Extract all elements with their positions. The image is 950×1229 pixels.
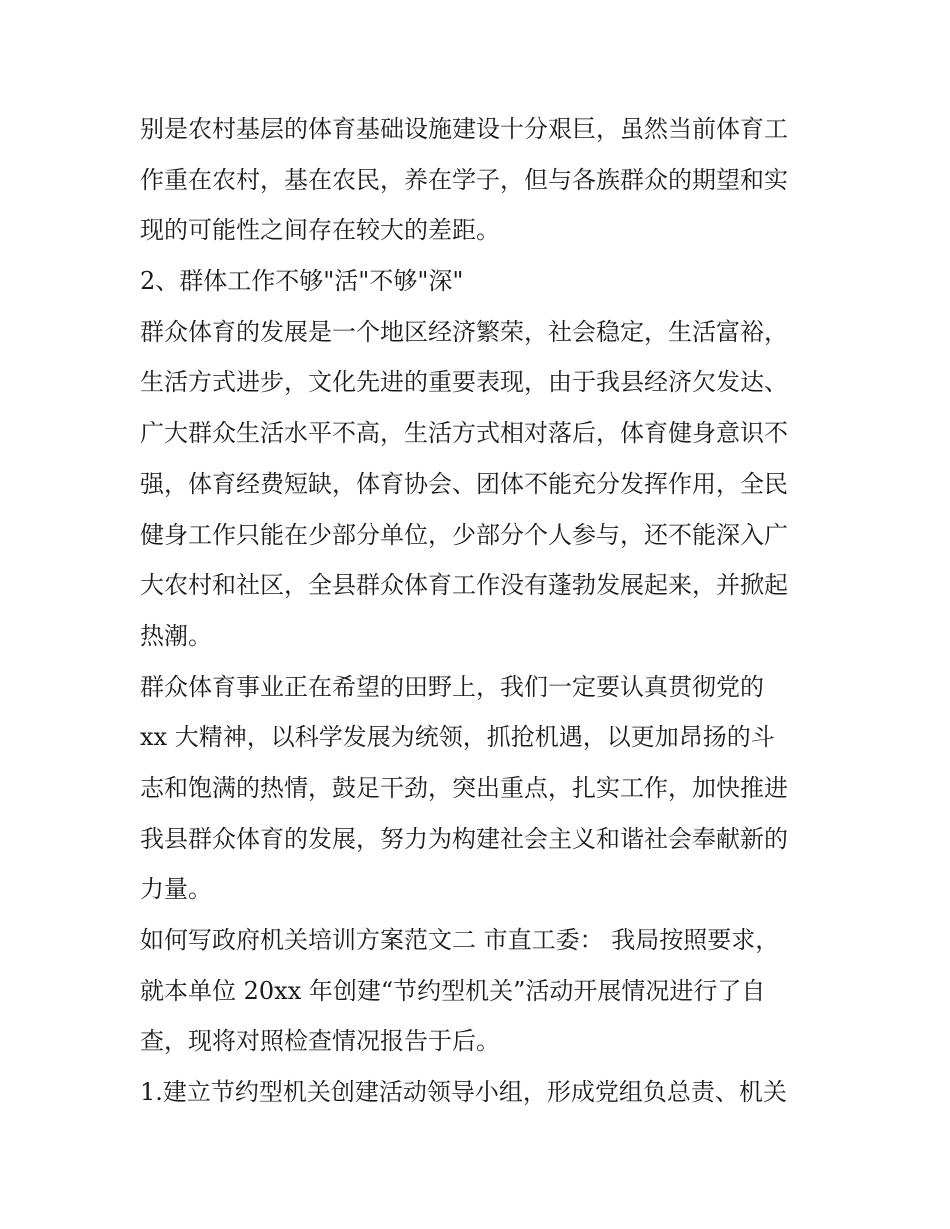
text-line: 1.建立节约型机关创建活动领导小组，形成党组负总责、机关 — [140, 1078, 787, 1107]
text-line: xx 大精神，以科学发展为统领，抓抢机遇，以更加昂扬的斗 — [140, 723, 775, 752]
text-line: 查，现将对照检查情况报告于后。 — [140, 1027, 500, 1056]
text-line: 热潮。 — [140, 621, 212, 650]
section-heading: 2、群体工作不够"活"不够"深" — [140, 267, 464, 296]
document-body — [140, 104, 830, 1118]
text-line: 广大群众生活水平不高，生活方式相对落后，体育健身意识不 — [140, 419, 788, 448]
text-line: 生活方式进步，文化先进的重要表现，由于我县经济欠发达、 — [140, 368, 788, 397]
text-line: 群众体育的发展是一个地区经济繁荣，社会稳定，生活富裕， — [140, 317, 788, 346]
text-line: 就本单位 20xx 年创建“节约型机关”活动开展情况进行了自 — [140, 976, 766, 1005]
text-line: 我县群众体育的发展，努力为构建社会主义和谐社会奉献新的 — [140, 824, 788, 853]
text-line: 志和饱满的热情，鼓足干劲，突出重点，扎实工作，加快推进 — [140, 773, 788, 802]
text-line: 现的可能性之间存在较大的差距。 — [140, 216, 500, 245]
text-line: 健身工作只能在少部分单位，少部分个人参与，还不能深入广 — [140, 520, 788, 549]
text-line: 作重在农村，基在农民，养在学子，但与各族群众的期望和实 — [140, 165, 788, 194]
text-line: 强，体育经费短缺，体育协会、团体不能充分发挥作用，全民 — [140, 469, 788, 498]
text-line: 群众体育事业正在希望的田野上，我们一定要认真贯彻党的 — [140, 672, 764, 701]
text-line: 如何写政府机关培训方案范文二 市直工委： 我局按照要求， — [140, 926, 780, 954]
text-line: 力量。 — [140, 875, 212, 904]
text-line: 大农村和社区，全县群众体育工作没有蓬勃发展起来，并掀起 — [140, 571, 788, 600]
text-line: 别是农村基层的体育基础设施建设十分艰巨，虽然当前体育工 — [140, 115, 788, 143]
